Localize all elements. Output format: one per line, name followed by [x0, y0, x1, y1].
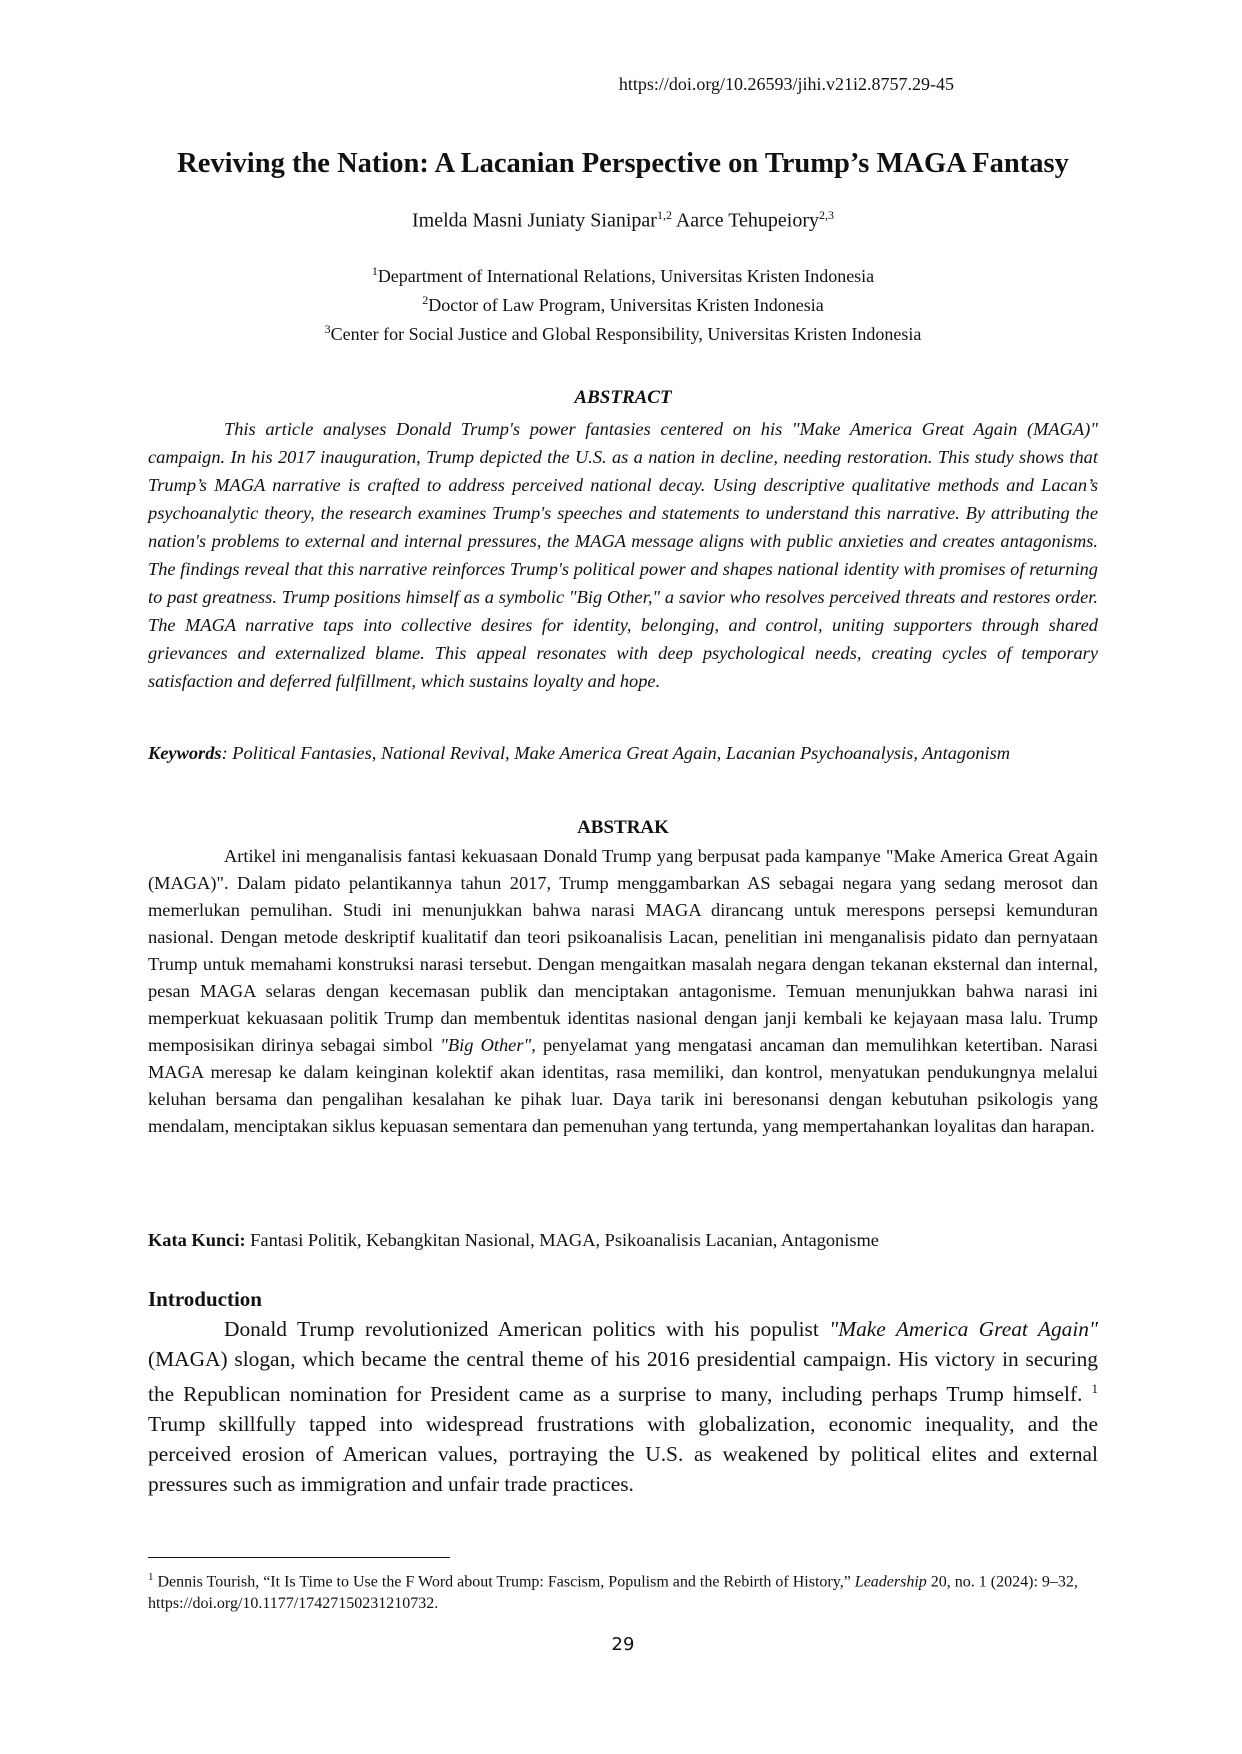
abstrak-heading: ABSTRAK [577, 817, 669, 838]
affiliation-item [148, 288, 1098, 317]
abstrak-text: penyelamat yang mengatasi ancaman dan memulihkan ketertiban. Narasi MAGA meresap ke dalam keinginan kolektif akan identitas, rasa memiliki, dan kontrol, menyatukan pendukungnya melalui keluhan bersama dan pengalihan kesalahan ke pihak luar. Daya tarik ini beresonansi dengan kebutuhan psikologis yang mendalam, menciptakan siklus kepuasan sementara dan pemenuhan yang tertunda, yang mempertahankan loyalitas dan harapan. [148, 1035, 1098, 1136]
intro-text: Donald Trump revolutionized American politics with his populist [224, 1317, 830, 1341]
abstract-body: This article analyses Donald Trump's power fantasies centered on his "Make America Great Again (MAGA)" campaign. In his 2017 inauguration, Trump depicted the U.S. as a nation in decline, needing restoration. This study shows that Trump’s MAGA narrative is crafted to address perceived national decay. Using descriptive qualitative methods and Lacan’s psychoanalytic theory, the research examines Trump's speeches and statements to understand this narrative. By attributing the nation's problems to external and internal pressures, the MAGA message aligns with public anxieties and creates antagonisms. The findings reveal that this narrative reinforces Trump's political power and shapes national identity with promises of returning to past greatness. Trump positions himself as a symbolic "Big Other," a savior who resolves perceived threats and restores order. The MAGA narrative taps into collective desires for identity, belonging, and control, uniting supporters through shared grievances and externalized blame. This appeal resonates with deep psychological needs, creating cycles of temporary satisfaction and deferred fulfillment, which sustains loyalty and hope. [148, 419, 1098, 691]
keywords [148, 739, 1098, 767]
introduction-heading: Introduction [148, 1287, 262, 1311]
affiliation-item [148, 317, 1098, 346]
affiliations [148, 259, 1098, 346]
affiliation-sup: 1 [371, 264, 378, 278]
author-line [148, 208, 1098, 233]
footnote-number: 1 [148, 1571, 154, 1583]
footnote-reference[interactable]: 1 [1091, 1381, 1098, 1396]
affiliation-text: Department of International Relations, Universitas Kristen Indonesia [377, 266, 875, 286]
author-name: Imelda Masni Juniaty Sianipar [411, 209, 657, 232]
affiliation-item [148, 259, 1098, 288]
paper-title: Reviving the Nation: A Lacanian Perspective on Trump’s MAGA Fantasy [177, 148, 1069, 179]
keywords-text: : Political Fantasies, National Revival, Make America Great Again, Lacanian Psychoanalysis, Antagonism [221, 743, 1011, 763]
abstrak-body [148, 843, 1098, 1140]
affiliation-sup: 2 [422, 293, 429, 307]
abstrak-italic-term: "Big Other", [440, 1035, 536, 1055]
affiliation-text: Doctor of Law Program, Universitas Kristen Indonesia [428, 295, 824, 315]
footnote-text: Dennis Tourish, “It Is Time to Use the F Word about Trump: Fascism, Populism and the Rebirth of History,” [153, 1573, 855, 1591]
introduction-body [148, 1314, 1098, 1499]
intro-text: Trump skillfully tapped into widespread frustrations with globalization, economic inequality, and the perceived erosion of American values, portraying the U.S. as weakened by political elites and external pressures such as immigration and unfair trade practices. [148, 1412, 1098, 1497]
kata-kunci-label: Kata Kunci: [148, 1230, 246, 1250]
abstract-heading: ABSTRACT [574, 387, 672, 408]
footnote [148, 1566, 1098, 1615]
page-number: 29 [611, 1634, 635, 1655]
author-affiliation-sup: 2,3 [819, 208, 835, 222]
author-name: Aarce Tehupeiory [675, 209, 820, 232]
abstrak-text: Artikel ini menganalisis fantasi kekuasaan Donald Trump yang berpusat pada kampanye "Make America Great Again (MAGA)". Dalam pidato pelantikannya tahun 2017, Trump menggambarkan AS sebagai negara yang sedang merosot dan memerlukan pemulihan. Studi ini menunjukkan bahwa narasi MAGA dirancang untuk merespons persepsi kemunduran nasional. Dengan metode deskriptif kualitatif dan teori psikoanalisis Lacan, penelitian ini menganalisis pidato dan pernyataan Trump untuk memahami konstruksi narasi tersebut. Dengan mengaitkan masalah negara dengan tekanan eksternal dan internal, pesan MAGA selaras dengan kecemasan publik dan menciptakan antagonisme. Temuan menunjukkan bahwa narasi ini memperkuat kekuasaan politik Trump dan membentuk identitas nasional dengan janji kembali ke kejayaan masa lalu. Trump memposisikan dirinya sebagai simbol [148, 846, 1098, 1055]
doi-link[interactable]: https://doi.org/10.26593/jihi.v21i2.8757.29-45 [618, 74, 954, 94]
affiliation-sup: 3 [324, 322, 331, 336]
author-affiliation-sup: 1,2 [656, 208, 672, 222]
footnote-divider [148, 1557, 450, 1558]
kata-kunci-text: Fantasi Politik, Kebangkitan Nasional, MAGA, Psikoanalisis Lacanian, Antagonisme [245, 1230, 879, 1250]
footnote-text: 20, no. 1 (2024): 9–32, https://doi.org/10.1177/17427150231210732. [148, 1573, 1078, 1613]
intro-italic-slogan: "Make America Great Again" [829, 1317, 1098, 1341]
intro-text: (MAGA) slogan, which became the central theme of his 2016 presidential campaign. His victory in securing the Republican nomination for President came as a surprise to many, including perhaps Trump himself. [148, 1347, 1098, 1407]
keywords-label: Keywords [148, 743, 222, 763]
kata-kunci [148, 1230, 1098, 1251]
affiliation-text: Center for Social Justice and Global Responsibility, Universitas Kristen Indonesia [330, 324, 922, 344]
footnote-journal: Leadership [854, 1573, 927, 1591]
